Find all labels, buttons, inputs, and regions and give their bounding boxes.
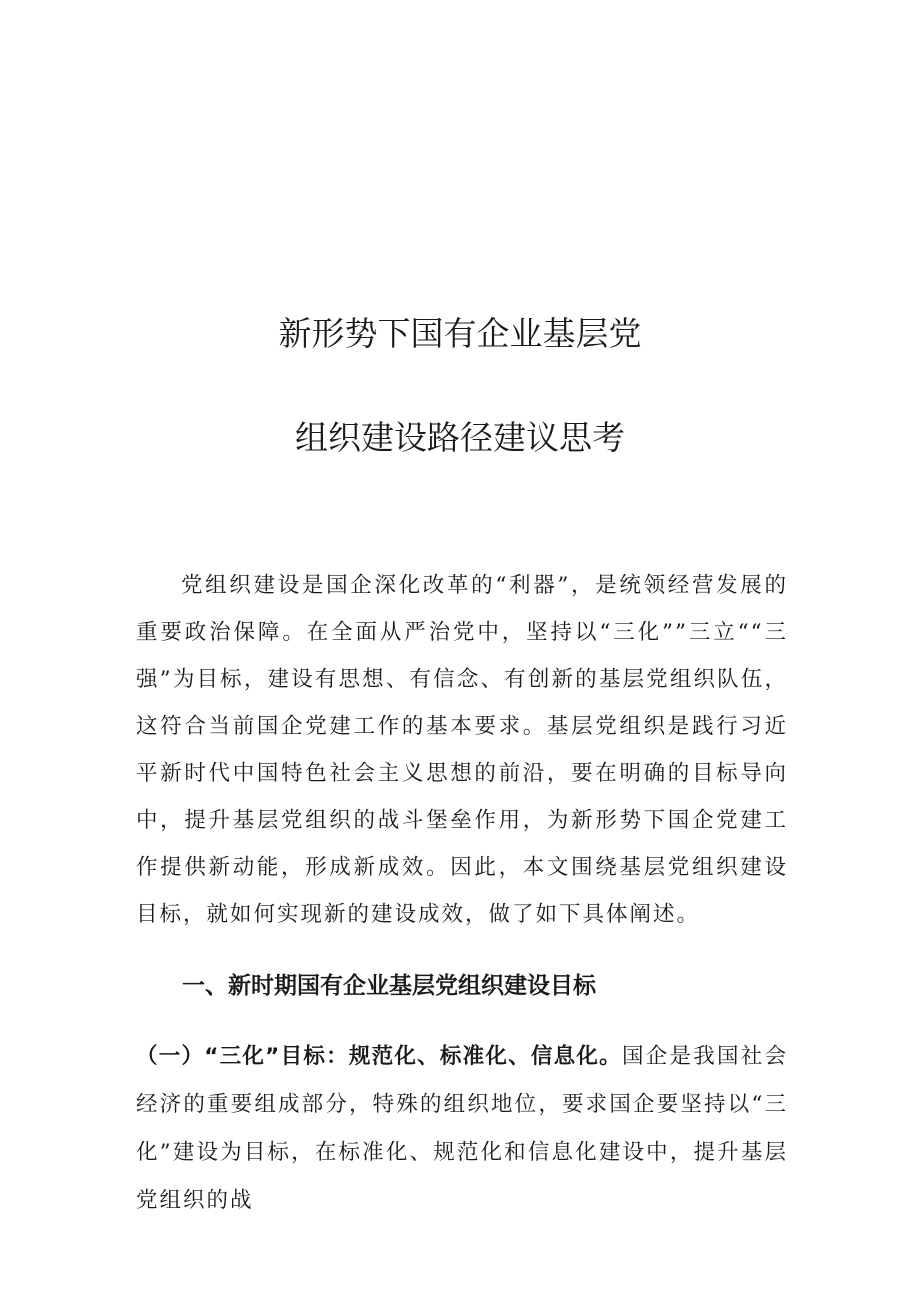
section-heading: 一、新时期国有企业基层党组织建设目标 (182, 973, 596, 999)
subsection-lead: （一）“三化”目标：规范化、标准化、信息化。 (136, 1044, 622, 1069)
subsection-paragraph (136, 1033, 788, 1225)
document-title-line-2: 组织建设路径建议思考 (295, 418, 625, 457)
document-title-line-1: 新形势下国有企业基层党 (278, 314, 642, 353)
subsection-body: 国企是我国社会经济的重要组成部分，特殊的组织地位，要求国企要坚持以“三化”建设为目标，在标准化、规范化和信息化建设中，提升基层党组织的战 (136, 1044, 788, 1213)
intro-paragraph: 党组织建设是国企深化改革的“利器”，是统领经营发展的重要政治保障。在全面从严治党中，坚持以“三化””三立““三强”为目标，建设有思想、有信念、有创新的基层党组织队伍，这符合当前国企党建工作的基本要求。基层党组织是践行习近平新时代中国特色社会主义思想的前沿，要在明确的目标导向中，提升基层党组织的战斗堡垒作用，为新形势下国企党建工作提供新动能，形成新成效。因此，本文围绕基层党组织建设目标，就如何实现新的建设成效，做了如下具体阐述。 (136, 573, 788, 927)
